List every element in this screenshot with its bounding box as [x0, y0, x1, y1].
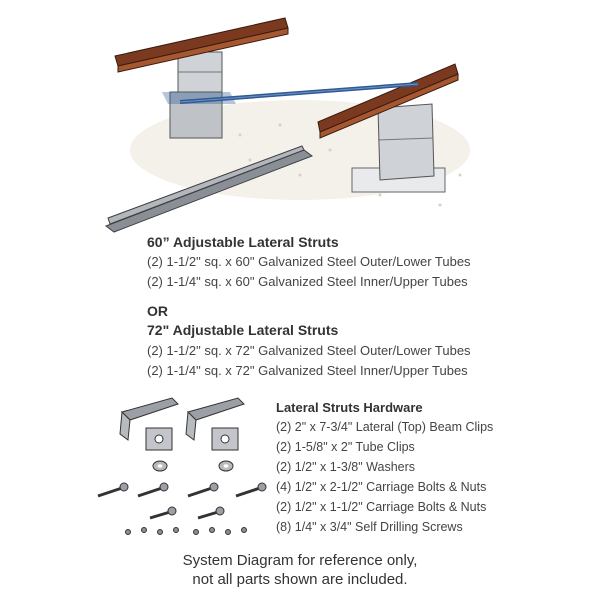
section-1-line-2: (2) 1-1/4" sq. x 60" Galvanized Steel Inner/Upper Tubes	[147, 274, 468, 289]
tube-clip-icon	[146, 428, 172, 450]
hardware-heading: Lateral Struts Hardware	[276, 400, 423, 415]
section-1-heading: 60” Adjustable Lateral Struts	[147, 234, 339, 250]
hardware-line-6: (8) 1/4" x 3/4" Self Drilling Screws	[276, 520, 463, 534]
section-1-line-1: (2) 1-1/2" sq. x 60" Galvanized Steel Outer/Lower Tubes	[147, 254, 471, 269]
tube-clip-icon	[212, 428, 238, 450]
hardware-line-2: (2) 1-5/8" x 2" Tube Clips	[276, 440, 415, 454]
hardware-line-4: (4) 1/2" x 2-1/2" Carriage Bolts & Nuts	[276, 480, 487, 494]
hardware-line-3: (2) 1/2" x 1-3/8" Washers	[276, 460, 416, 474]
washer-icon	[153, 461, 167, 471]
or-label: OR	[147, 303, 168, 319]
system-diagram-illustration	[0, 0, 600, 250]
hardware-line-1: (2) 2" x 7-3/4" Lateral (Top) Beam Clips	[276, 420, 494, 434]
screw-icon	[126, 528, 247, 535]
section-2-line-2: (2) 1-1/4" sq. x 72" Galvanized Steel Inner/Upper Tubes	[147, 363, 468, 378]
footnote-line-2: not all parts shown are included.	[192, 571, 408, 588]
carriage-bolt-icon	[98, 483, 266, 518]
footnote-line-1: System Diagram for reference only,	[182, 552, 418, 569]
washer-icon	[219, 461, 233, 471]
section-2-line-1: (2) 1-1/2" sq. x 72" Galvanized Steel Outer/Lower Tubes	[147, 343, 471, 358]
hardware-line-5: (2) 1/2" x 1-1/2" Carriage Bolts & Nuts	[276, 500, 487, 514]
section-2-heading: 72" Adjustable Lateral Struts	[147, 322, 339, 338]
